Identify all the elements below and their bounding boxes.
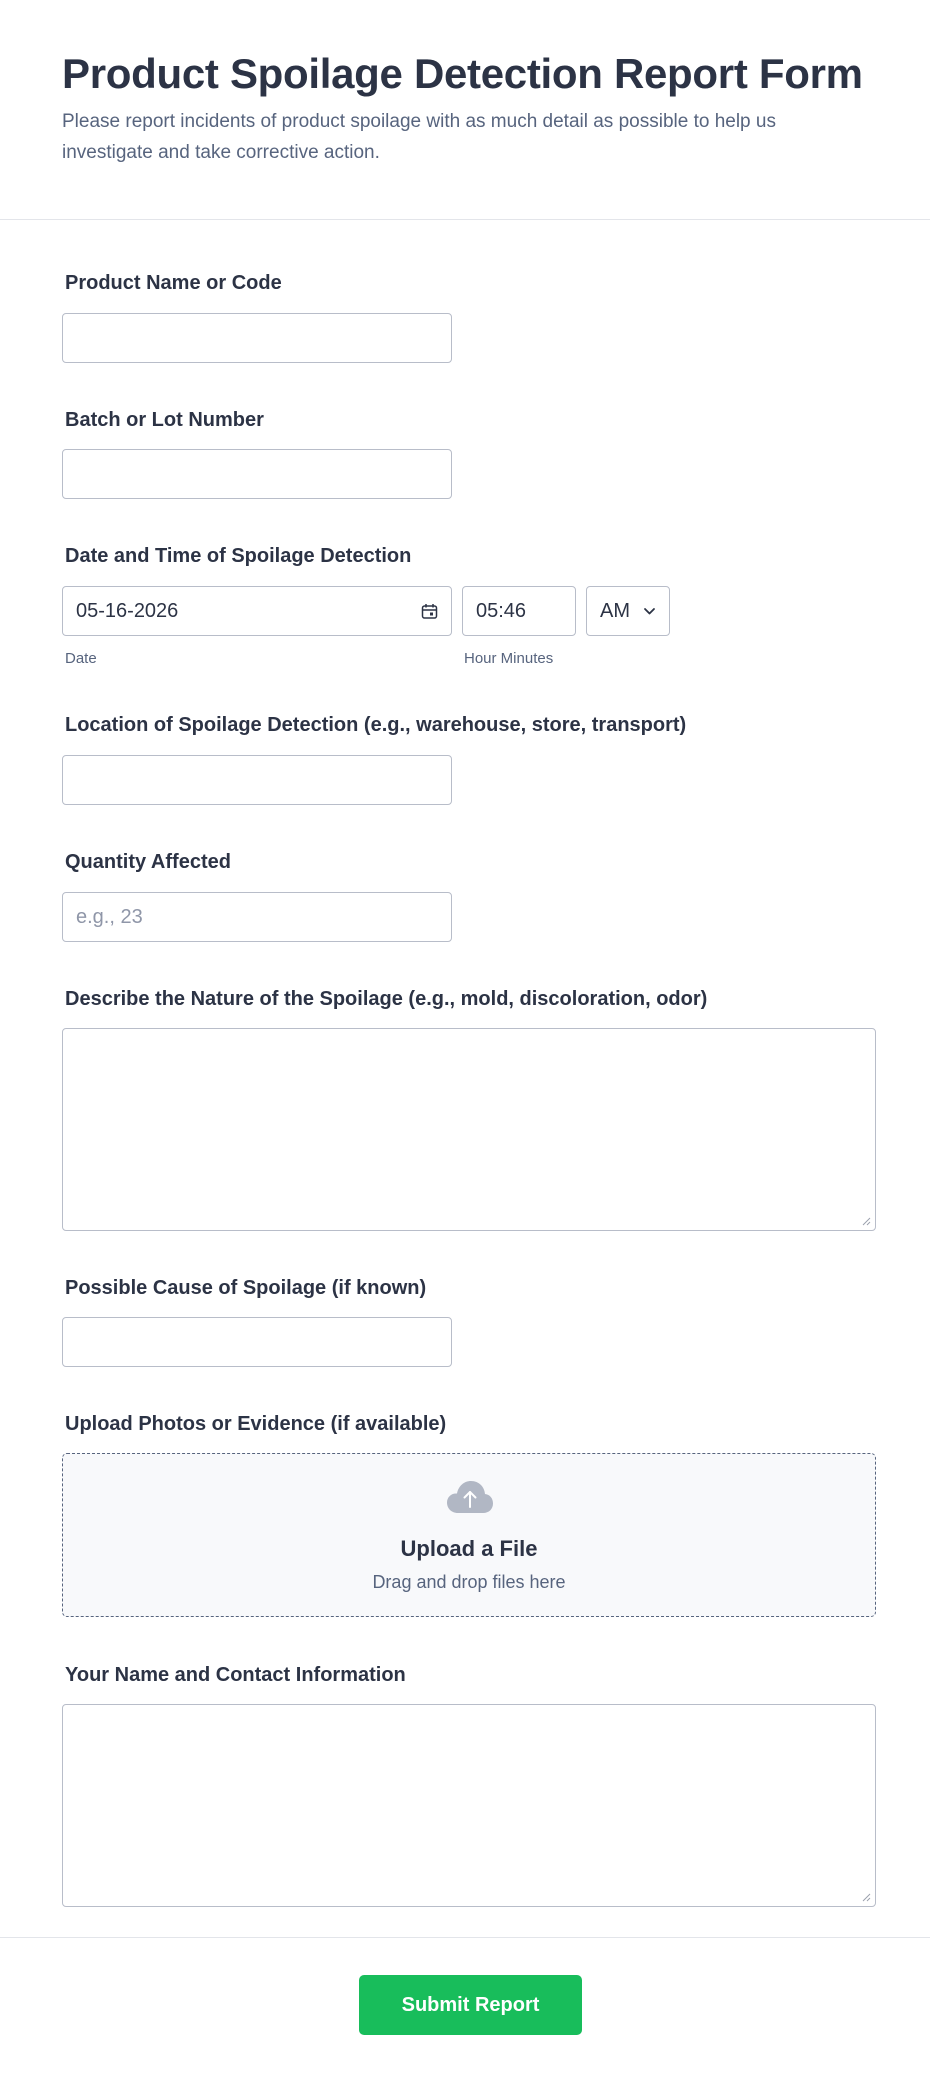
footer-divider bbox=[0, 1937, 930, 1938]
ampm-select[interactable] bbox=[586, 586, 670, 636]
contact-label: Your Name and Contact Information bbox=[65, 1664, 406, 1686]
form-header bbox=[0, 0, 930, 220]
cloud-upload-icon bbox=[446, 1480, 494, 1514]
quantity-label: Quantity Affected bbox=[65, 851, 231, 873]
resize-handle-icon[interactable] bbox=[861, 1892, 871, 1902]
submit-report-button[interactable]: Submit Report bbox=[359, 1975, 582, 2035]
product-name-label: Product Name or Code bbox=[65, 272, 282, 294]
quantity-input[interactable] bbox=[62, 892, 452, 942]
contact-textarea[interactable] bbox=[62, 1704, 876, 1907]
form-subtitle: Please report incidents of product spoilage with as much detail as possible to help us investigate and take corrective action. bbox=[62, 111, 776, 163]
upload-label: Upload Photos or Evidence (if available) bbox=[65, 1413, 447, 1435]
calendar-icon[interactable] bbox=[421, 603, 438, 620]
location-input[interactable] bbox=[62, 755, 452, 805]
cause-label: Possible Cause of Spoilage (if known) bbox=[65, 1277, 427, 1299]
time-value: 05:46 bbox=[476, 599, 527, 622]
batch-number-input[interactable] bbox=[62, 449, 452, 499]
resize-handle-icon[interactable] bbox=[861, 1216, 871, 1226]
date-input[interactable] bbox=[62, 586, 452, 636]
chevron-down-icon bbox=[643, 607, 656, 616]
cause-input[interactable] bbox=[62, 1317, 452, 1367]
datetime-label: Date and Time of Spoilage Detection bbox=[65, 545, 412, 567]
product-name-input[interactable] bbox=[62, 313, 452, 363]
form-title: Product Spoilage Detection Report Form bbox=[62, 50, 863, 97]
nature-label: Describe the Nature of the Spoilage (e.g., mold, discoloration, odor) bbox=[65, 988, 708, 1010]
upload-hint: Drag and drop files here bbox=[372, 1572, 566, 1592]
ampm-value: AM bbox=[600, 599, 630, 622]
date-sublabel: Date bbox=[65, 650, 97, 667]
time-sublabel: Hour Minutes bbox=[464, 650, 554, 667]
file-upload-dropzone[interactable] bbox=[62, 1453, 876, 1617]
date-value: 05-16-2026 bbox=[76, 599, 179, 622]
time-input[interactable] bbox=[462, 586, 576, 636]
nature-textarea[interactable] bbox=[62, 1028, 876, 1231]
batch-number-label: Batch or Lot Number bbox=[65, 409, 264, 431]
upload-title: Upload a File bbox=[400, 1536, 538, 1561]
location-label: Location of Spoilage Detection (e.g., warehouse, store, transport) bbox=[65, 714, 687, 736]
